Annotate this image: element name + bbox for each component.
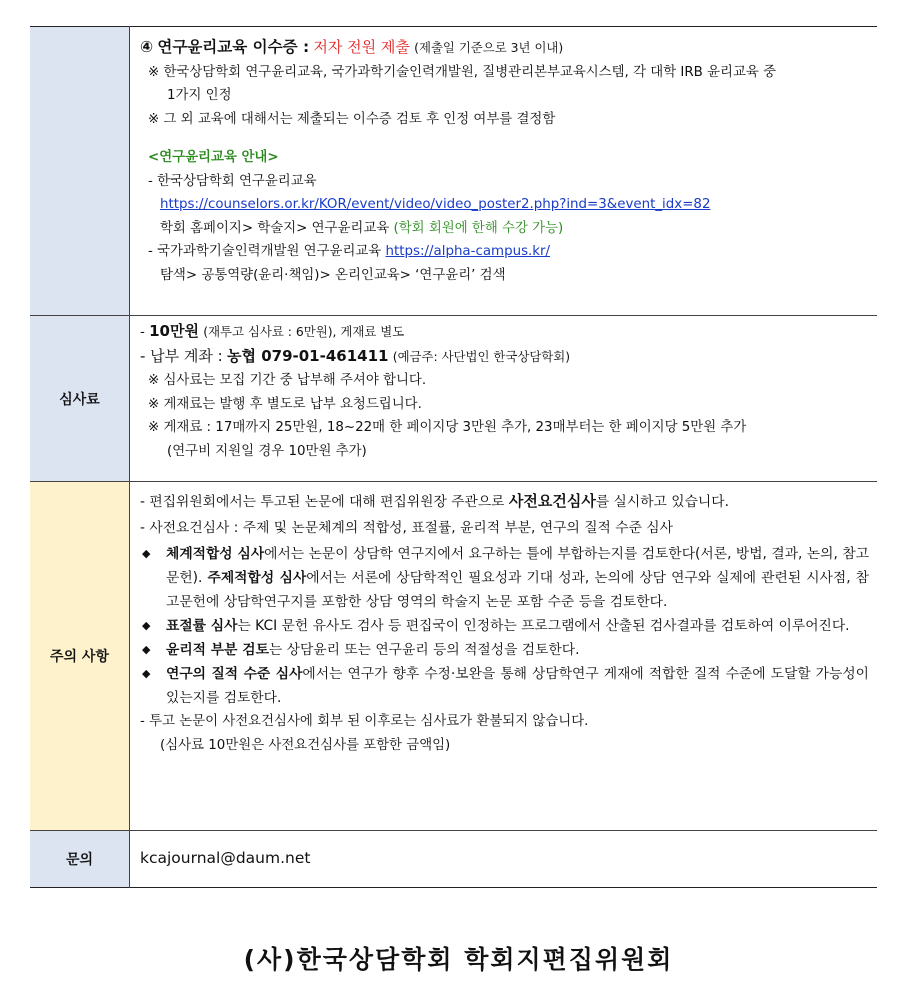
heading-number: ④	[140, 38, 154, 56]
diamond-bullet-icon: ◆	[142, 667, 151, 680]
diamond-bullet-icon: ◆	[142, 547, 151, 560]
fee-note-1: ※ 심사료는 모집 기간 중 납부해 주셔야 합니다.	[148, 373, 427, 388]
fee-label: 심사료	[30, 316, 130, 482]
caution-content	[130, 482, 878, 831]
kca-ethics-path: 학회 홈페이지> 학술지> 연구윤리교육	[160, 220, 390, 236]
kca-ethics-path-line	[140, 217, 869, 241]
kistep-path: 탐색> 공통역량(윤리·책임)> 온리인교육> ‘연구윤리’ 검색	[160, 267, 506, 283]
ethics-heading	[140, 36, 869, 61]
diamond-bullet-icon: ◆	[142, 619, 151, 632]
ethics-content	[130, 27, 878, 316]
caution-refund-cont: (심사료 10만원은 사전요건심사를 포함한 금액임)	[160, 738, 451, 753]
heading-red-text: 저자 전원 제출	[313, 38, 410, 56]
fee-account-line	[140, 345, 869, 370]
caution-row	[30, 482, 877, 831]
caution-intro	[140, 489, 869, 514]
fee-amount-note: (재투고 심사료 : 6만원), 게재료 별도	[203, 324, 405, 339]
fee-account-prefix: - 납부 계좌 :	[140, 346, 223, 365]
bullet-structure-bold-1: 체계적합성 심사	[166, 546, 265, 562]
bullet-plagiarism-bold: 표절률 심사	[166, 618, 238, 634]
bullet-quality	[140, 662, 869, 710]
bullet-ethics-text: 는 상담윤리 또는 연구윤리 등의 적절성을 검토한다.	[268, 642, 580, 658]
fee-amount-dash: -	[140, 325, 145, 340]
caution-intro-b: 를 실시하고 있습니다.	[595, 494, 729, 510]
bullet-quality-bold: 연구의 질적 수준 심사	[166, 666, 303, 682]
contact-email[interactable]: kcajournal@daum.net	[140, 849, 311, 868]
fee-content	[130, 316, 878, 482]
submission-info-table	[30, 26, 877, 888]
kca-ethics-label: - 한국상담학회 연구윤리교육	[148, 173, 317, 189]
ethics-note-1-cont: 1가지 인정	[167, 88, 232, 103]
ethics-note-2: ※ 그 외 교육에 대해서는 제출되는 이수증 검토 후 인정 여부를 결정함	[148, 111, 556, 127]
caution-intro-bold: 사전요건심사	[508, 492, 596, 510]
fee-row	[30, 316, 877, 482]
ethics-label-cell	[30, 27, 130, 316]
diamond-bullet-icon: ◆	[142, 643, 151, 656]
footer-committee-name: (사)한국상담학회 학회지편집위원회	[243, 945, 674, 974]
kistep-link[interactable]: https://alpha-campus.kr/	[385, 244, 551, 259]
heading-title: 연구윤리교육 이수증 :	[157, 38, 310, 56]
kistep-line	[140, 240, 869, 264]
kca-ethics-link[interactable]: https://counselors.or.kr/KOR/event/video/video_poster2.php?ind=3&event_idx=82	[160, 197, 711, 212]
fee-amount: 10만원	[149, 322, 199, 340]
contact-row	[30, 831, 877, 888]
bullet-structure-text-1: 에서는 논문이 상담학 연구지에서 요구하는 틀에 부합하는지를 검토한다(서론, 방법, 결과, 논의, 참고문헌).	[166, 546, 869, 586]
heading-note: (제출일 기준으로 3년 이내)	[414, 40, 564, 55]
bullet-plagiarism	[140, 614, 869, 638]
caution-refund: - 투고 논문이 사전요건심사에 회부 된 이후로는 심사료가 환불되지 않습니다.	[140, 714, 589, 729]
contact-label: 문의	[30, 831, 130, 888]
fee-note-3: ※ 게재료 : 17매까지 25만원, 18~22매 한 페이지당 3만원 추가, 23매부터는 한 페이지당 5만원 추가	[148, 420, 747, 435]
fee-account-holder: (예금주: 사단법인 한국상담학회)	[392, 348, 571, 364]
bullet-ethics-bold: 윤리적 부분 검토	[166, 642, 269, 658]
caution-criteria: - 사전요건심사 : 주제 및 논문체계의 적합성, 표절률, 윤리적 부분, 연구의 질적 수준 심사	[140, 520, 673, 536]
fee-amount-line	[140, 320, 869, 345]
ethics-note-1: ※ 한국상담학회 연구윤리교육, 국가과학기술인력개발원, 질병관리본부교육시스템, 각 대학 IRB 윤리교육 중	[148, 64, 777, 80]
contact-content	[130, 831, 878, 888]
ethics-row	[30, 27, 877, 316]
bullet-plagiarism-text: 는 KCI 문헌 유사도 검사 등 편집국이 인정하는 프로그램에서 산출된 검사결과를 검토하여 이루어진다.	[237, 618, 850, 634]
bullet-structure-bold-2: 주제적합성 심사	[207, 570, 307, 586]
caution-intro-a: - 편집위원회에서는 투고된 논문에 대해 편집위원장 주관으로	[140, 494, 505, 510]
kca-ethics-note: (학회 회원에 한해 수강 가능)	[393, 220, 564, 236]
caution-label: 주의 사항	[30, 482, 130, 831]
ethics-guide-title: <연구윤리교육 안내>	[148, 150, 279, 165]
bullet-ethics	[140, 638, 869, 662]
fee-note-3-cont: (연구비 지원일 경우 10만원 추가)	[167, 443, 367, 459]
kistep-label: - 국가과학기술인력개발원 연구윤리교육	[148, 244, 382, 259]
fee-account-number: 농협 079-01-461411	[227, 346, 389, 365]
bullet-quality-text: 에서는 연구가 향후 수정·보완을 통해 상담학연구 게재에 적합한 질적 수준에 도달할 가능성이 있는지를 검토한다.	[166, 666, 869, 706]
fee-note-2: ※ 게재료는 발행 후 별도로 납부 요청드립니다.	[148, 396, 422, 412]
bullet-structure-text-2: 에서는 서론에 상담학적인 필요성과 기대 성과, 논의에 상담 연구와 실제에 관련된 시사점, 참고문헌에 상담학연구지를 포함한 상담 영역의 학술지 논문 포함 수준 등을 검토한다.	[166, 570, 869, 610]
bullet-structure	[140, 542, 869, 614]
